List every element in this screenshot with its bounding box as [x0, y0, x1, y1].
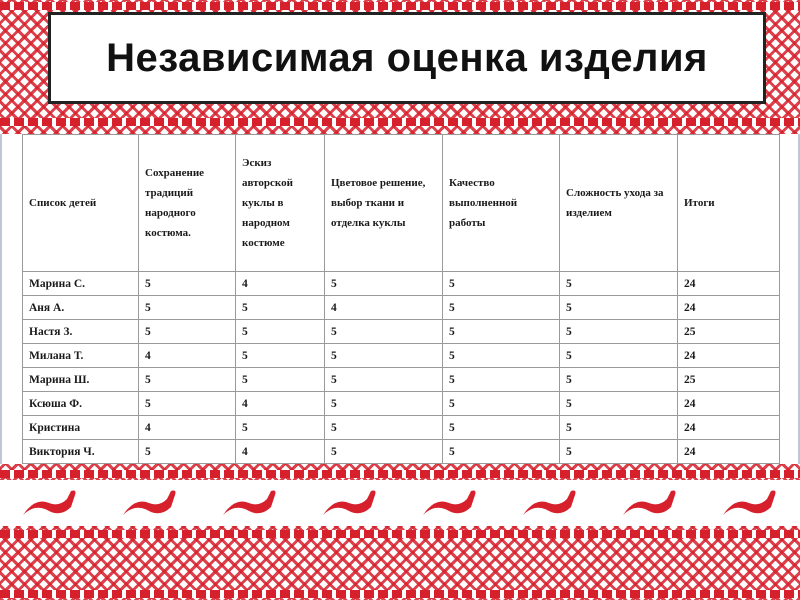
cell-score: 5 — [325, 344, 443, 368]
table-panel — [0, 134, 800, 464]
cell-name: Ксюша Ф. — [23, 392, 139, 416]
cell-score: 5 — [443, 368, 560, 392]
cell-score: 5 — [560, 344, 678, 368]
swan-icon — [615, 485, 685, 521]
cell-score: 5 — [443, 320, 560, 344]
cell-score: 5 — [236, 368, 325, 392]
cell-name: Аня А. — [23, 296, 139, 320]
cell-score: 4 — [236, 392, 325, 416]
cell-score: 5 — [560, 416, 678, 440]
header-total: Итоги — [678, 135, 780, 272]
table-row — [23, 368, 780, 392]
cell-total: 24 — [678, 440, 780, 464]
cell-score: 5 — [325, 392, 443, 416]
cell-score: 5 — [443, 392, 560, 416]
swan-ornament-row — [0, 480, 800, 526]
cell-score: 5 — [139, 440, 236, 464]
ornament-band — [0, 530, 800, 538]
cell-score: 5 — [325, 368, 443, 392]
header-complexity: Сложность ухода за изделием — [560, 135, 678, 272]
cell-total: 24 — [678, 272, 780, 296]
ornament-band — [0, 118, 800, 126]
cell-score: 4 — [139, 344, 236, 368]
swan-icon — [715, 485, 785, 521]
cell-score: 5 — [560, 392, 678, 416]
cell-score: 5 — [560, 368, 678, 392]
header-tradition: Сохранение традиций народного костюма. — [139, 135, 236, 272]
cell-score: 5 — [560, 296, 678, 320]
header-color-fabric: Цветовое решение, выбор ткани и отделка куклы — [325, 135, 443, 272]
table-row — [23, 320, 780, 344]
cell-name: Виктория Ч. — [23, 440, 139, 464]
cell-score: 5 — [325, 320, 443, 344]
ornament-band — [0, 470, 800, 478]
table-row — [23, 272, 780, 296]
cell-score: 5 — [443, 416, 560, 440]
swan-icon — [315, 485, 385, 521]
swan-icon — [415, 485, 485, 521]
cell-total: 24 — [678, 296, 780, 320]
cell-score: 5 — [236, 296, 325, 320]
cell-score: 5 — [325, 440, 443, 464]
cell-score: 5 — [236, 344, 325, 368]
cell-score: 5 — [236, 416, 325, 440]
cell-score: 5 — [139, 296, 236, 320]
cell-score: 5 — [560, 272, 678, 296]
cell-score: 5 — [443, 272, 560, 296]
cell-score: 5 — [443, 344, 560, 368]
table-row — [23, 344, 780, 368]
table-row — [23, 440, 780, 464]
ornament-band — [0, 2, 800, 10]
cell-score: 5 — [443, 440, 560, 464]
cell-score: 4 — [236, 272, 325, 296]
header-children-list: Список детей — [23, 135, 139, 272]
evaluation-table — [22, 134, 780, 464]
swan-icon — [15, 485, 85, 521]
cell-score: 5 — [236, 320, 325, 344]
table-row — [23, 392, 780, 416]
cell-total: 24 — [678, 392, 780, 416]
cell-total: 25 — [678, 320, 780, 344]
page-title: Независимая оценка изделия — [106, 35, 708, 80]
cell-name: Марина С. — [23, 272, 139, 296]
cell-score: 5 — [560, 440, 678, 464]
table-row — [23, 416, 780, 440]
swan-icon — [115, 485, 185, 521]
cell-total: 25 — [678, 368, 780, 392]
cell-name: Кристина — [23, 416, 139, 440]
cell-score: 5 — [325, 272, 443, 296]
cell-score: 5 — [139, 320, 236, 344]
cell-name: Марина Ш. — [23, 368, 139, 392]
cell-score: 5 — [443, 296, 560, 320]
header-quality: Качество выполненной работы — [443, 135, 560, 272]
cell-total: 24 — [678, 416, 780, 440]
swan-icon — [515, 485, 585, 521]
cell-score: 4 — [325, 296, 443, 320]
cell-score: 5 — [325, 416, 443, 440]
cell-name: Милана Т. — [23, 344, 139, 368]
cell-name: Настя З. — [23, 320, 139, 344]
cell-score: 4 — [139, 416, 236, 440]
cell-score: 5 — [139, 392, 236, 416]
table-header-row — [23, 135, 780, 272]
cell-score: 5 — [139, 272, 236, 296]
frame-line-left — [0, 134, 2, 464]
swan-icon — [215, 485, 285, 521]
cell-score: 5 — [560, 320, 678, 344]
cell-score: 4 — [236, 440, 325, 464]
cell-score: 5 — [139, 368, 236, 392]
header-sketch: Эскиз авторской куклы в народном костюме — [236, 135, 325, 272]
ornament-band — [0, 590, 800, 598]
table-row — [23, 296, 780, 320]
title-box — [48, 12, 766, 104]
cell-total: 24 — [678, 344, 780, 368]
